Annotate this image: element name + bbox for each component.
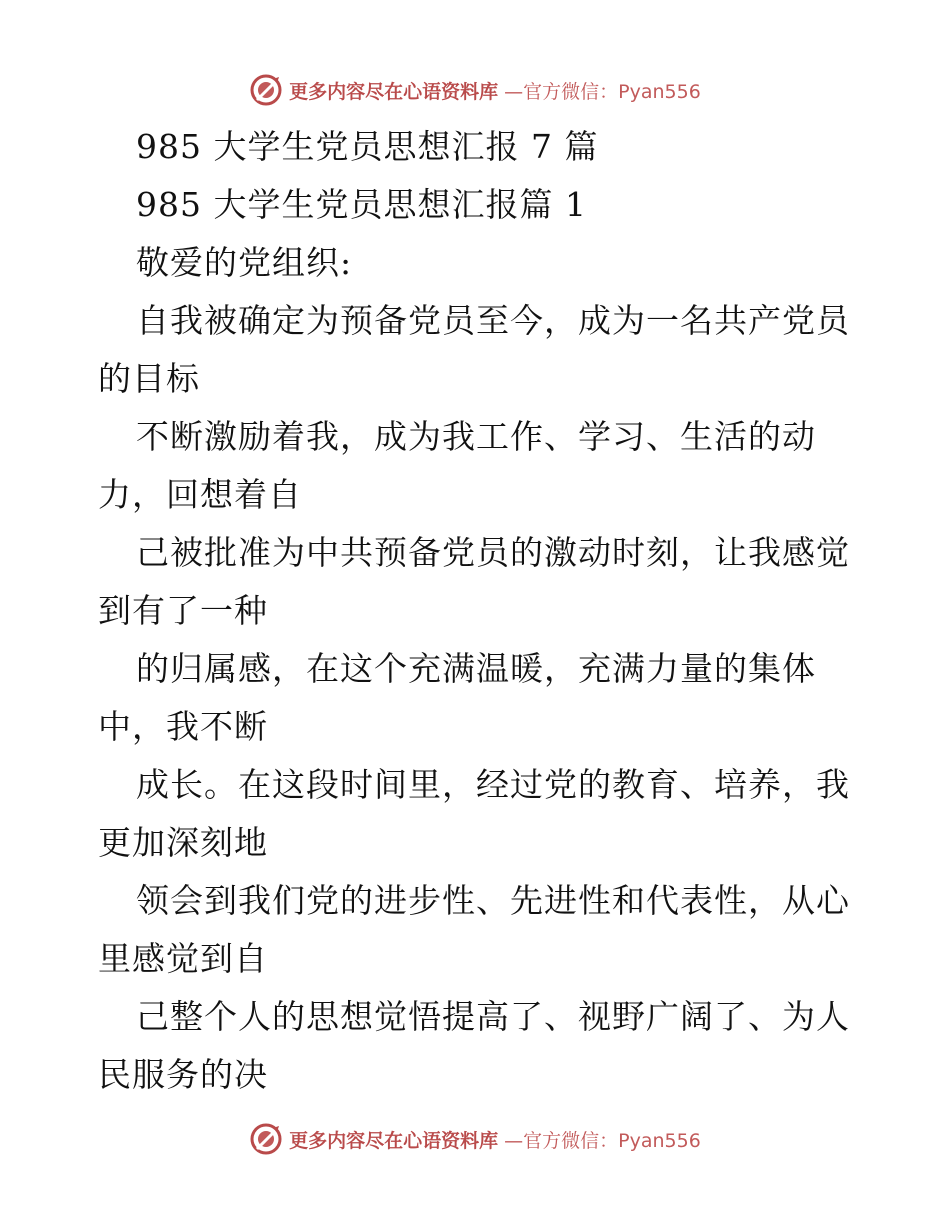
body-line: 不断激励着我，成为我工作、学习、生活的动 <box>136 417 816 456</box>
body-line: 力，回想着自 <box>98 475 302 514</box>
body-line: 民服务的决 <box>98 1055 268 1094</box>
document-subtitle: 985 大学生党员思想汇报篇 1 <box>136 185 587 224</box>
body-line: 更加深刻地 <box>98 823 268 862</box>
body-line: 领会到我们党的进步性、先进性和代表性，从心 <box>136 881 850 920</box>
body-line: 自我被确定为预备党员至今，成为一名共产党员 <box>136 301 850 340</box>
salutation: 敬爱的党组织: <box>136 243 353 282</box>
body-line: 己整个人的思想觉悟提高了、视野广阔了、为人 <box>136 997 850 1036</box>
body-line: 的归属感，在这个充满温暖，充满力量的集体 <box>136 649 816 688</box>
banner-contact-text: —官方微信：Pyan556 <box>504 80 701 103</box>
body-line: 中，我不断 <box>98 707 268 746</box>
banner-promo-text: 更多内容尽在心语资料库 <box>289 1129 499 1152</box>
brand-logo-icon <box>249 73 283 107</box>
header-banner <box>0 70 950 110</box>
body-line: 成长。在这段时间里，经过党的教育、培养，我 <box>136 765 850 804</box>
footer-banner <box>0 1119 950 1159</box>
body-line: 己被批准为中共预备党员的激动时刻，让我感觉 <box>136 533 850 572</box>
brand-logo-icon <box>249 1122 283 1156</box>
body-line: 的目标 <box>98 359 200 398</box>
banner-promo-text: 更多内容尽在心语资料库 <box>289 80 499 103</box>
body-line: 到有了一种 <box>98 591 268 630</box>
document-title: 985 大学生党员思想汇报 7 篇 <box>136 127 599 166</box>
banner-contact-text: —官方微信：Pyan556 <box>504 1129 701 1152</box>
body-line: 里感觉到自 <box>98 939 268 978</box>
